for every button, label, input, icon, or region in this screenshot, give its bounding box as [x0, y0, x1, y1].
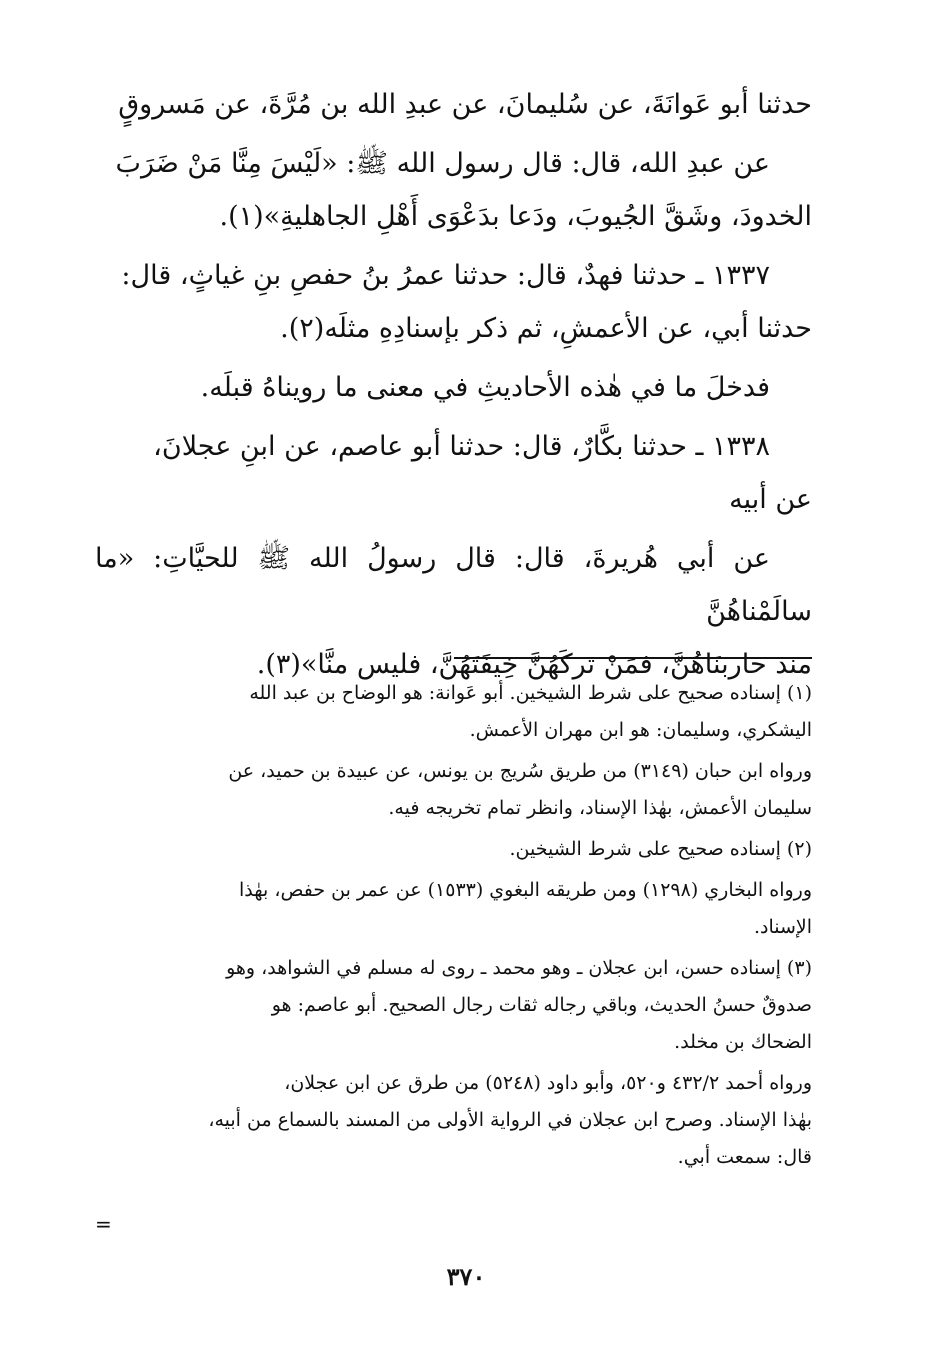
- footnote-line: (٢) إسناده صحيح على شرط الشيخين.: [509, 838, 812, 860]
- footnotes: [95, 675, 812, 1180]
- text-line: الخدودَ، وشَقَّ الجُيوبَ، ودَعا بدَعْوَى أَهْلِ الجاهليةِ»(١).: [219, 201, 812, 232]
- footnote-line: اليشكري، وسليمان: هو ابن مهران الأعمش.: [469, 719, 812, 741]
- text-line: عن أبيه: [729, 484, 812, 515]
- text-line: فدخلَ ما في هٰذه الأحاديثِ في معنى ما رويناهُ قبلَه.: [200, 372, 770, 403]
- footnote-line: (١) إسناده صحيح على شرط الشيخين. أبو عَوانة: هو الوضاح بن عبد الله: [249, 682, 812, 704]
- paragraph-commentary: [95, 361, 812, 414]
- paragraph-2: [95, 137, 812, 243]
- footnote-line: الضحاك بن مخلد.: [674, 1031, 812, 1053]
- footnote-3: [95, 950, 812, 1061]
- paragraph-1: [95, 78, 812, 131]
- footnote-line: بهٰذا الإسناد. وصرح ابن عجلان في الرواية الأولى من المسند بالسماع من أبيه،: [208, 1109, 812, 1131]
- footnote-2: [95, 831, 812, 868]
- footnote-line: (٣) إسناده حسن، ابن عجلان ـ وهو محمد ـ روى له مسلم في الشواهد، وهو: [226, 957, 812, 979]
- footnote-line: قال: سمعت أبي.: [677, 1146, 812, 1168]
- paragraph-6: [95, 532, 812, 691]
- footnote-1: [95, 675, 812, 749]
- footnote-line: سليمان الأعمش، بهٰذا الإسناد، وانظر تمام تخريجه فيه.: [388, 797, 812, 819]
- footnote-2-continued: [95, 872, 812, 946]
- text-line: عن أبي هُريرةَ، قال: قال رسولُ الله ﷺ للحيَّاتِ: «ما سالَمْناهُنَّ: [95, 543, 812, 627]
- footnote-line: ورواه أحمد ٤٣٢/٢ و٥٢٠، وأبو داود (٥٢٤٨) من طرق عن ابن عجلان،: [284, 1072, 812, 1094]
- hadith-1338: [95, 420, 812, 526]
- text-line: حدثنا أبي، عن الأعمشِ، ثم ذكر بإسنادِهِ مثلَه(٢).: [280, 313, 812, 344]
- page-number: ٣٧٠: [446, 1262, 486, 1291]
- footnote-line: ورواه البخاري (١٢٩٨) ومن طريقه البغوي (١٥٣٣) عن عمر بن حفص، بهٰذا: [239, 879, 812, 901]
- footnote-1-continued: [95, 753, 812, 827]
- text-line: عن عبدِ الله، قال: قال رسول الله ﷺ: «لَيْسَ مِنَّا مَنْ ضَرَبَ: [115, 148, 770, 179]
- text-line: ١٣٣٨ ـ حدثنا بكَّارٌ، قال: حدثنا أبو عاصم، عن ابنِ عجلانَ،: [153, 431, 770, 462]
- text-line: حدثنا أبو عَوانَةَ، عن سُليمانَ، عن عبدِ الله بن مُرَّةَ، عن مَسروقٍ: [118, 89, 812, 120]
- hadith-1337: [95, 249, 812, 355]
- text-line: ١٣٣٧ ـ حدثنا فهدٌ، قال: حدثنا عمرُ بنُ حفصِ بنِ غياثٍ، قال:: [121, 260, 770, 291]
- text-line: منذ حاربنَاهُنَّ، فمَنْ تركَهُنَّ خِيفَتَهُنَّ، فليس منَّا»(٣).: [256, 649, 812, 680]
- footnote-3-continued: [95, 1065, 812, 1176]
- footnote-line: ورواه ابن حبان (٣١٤٩) من طريق سُريج بن يونس، عن عبيدة بن حميد، عن: [228, 760, 812, 782]
- footnote-divider: [454, 657, 812, 659]
- footnote-line: الإسناد.: [753, 916, 812, 938]
- continuation-mark: =: [95, 1212, 112, 1236]
- footnote-line: صدوقٌ حسنُ الحديث، وباقي رجاله ثقات رجال الصحيح. أبو عاصم: هو: [271, 994, 812, 1016]
